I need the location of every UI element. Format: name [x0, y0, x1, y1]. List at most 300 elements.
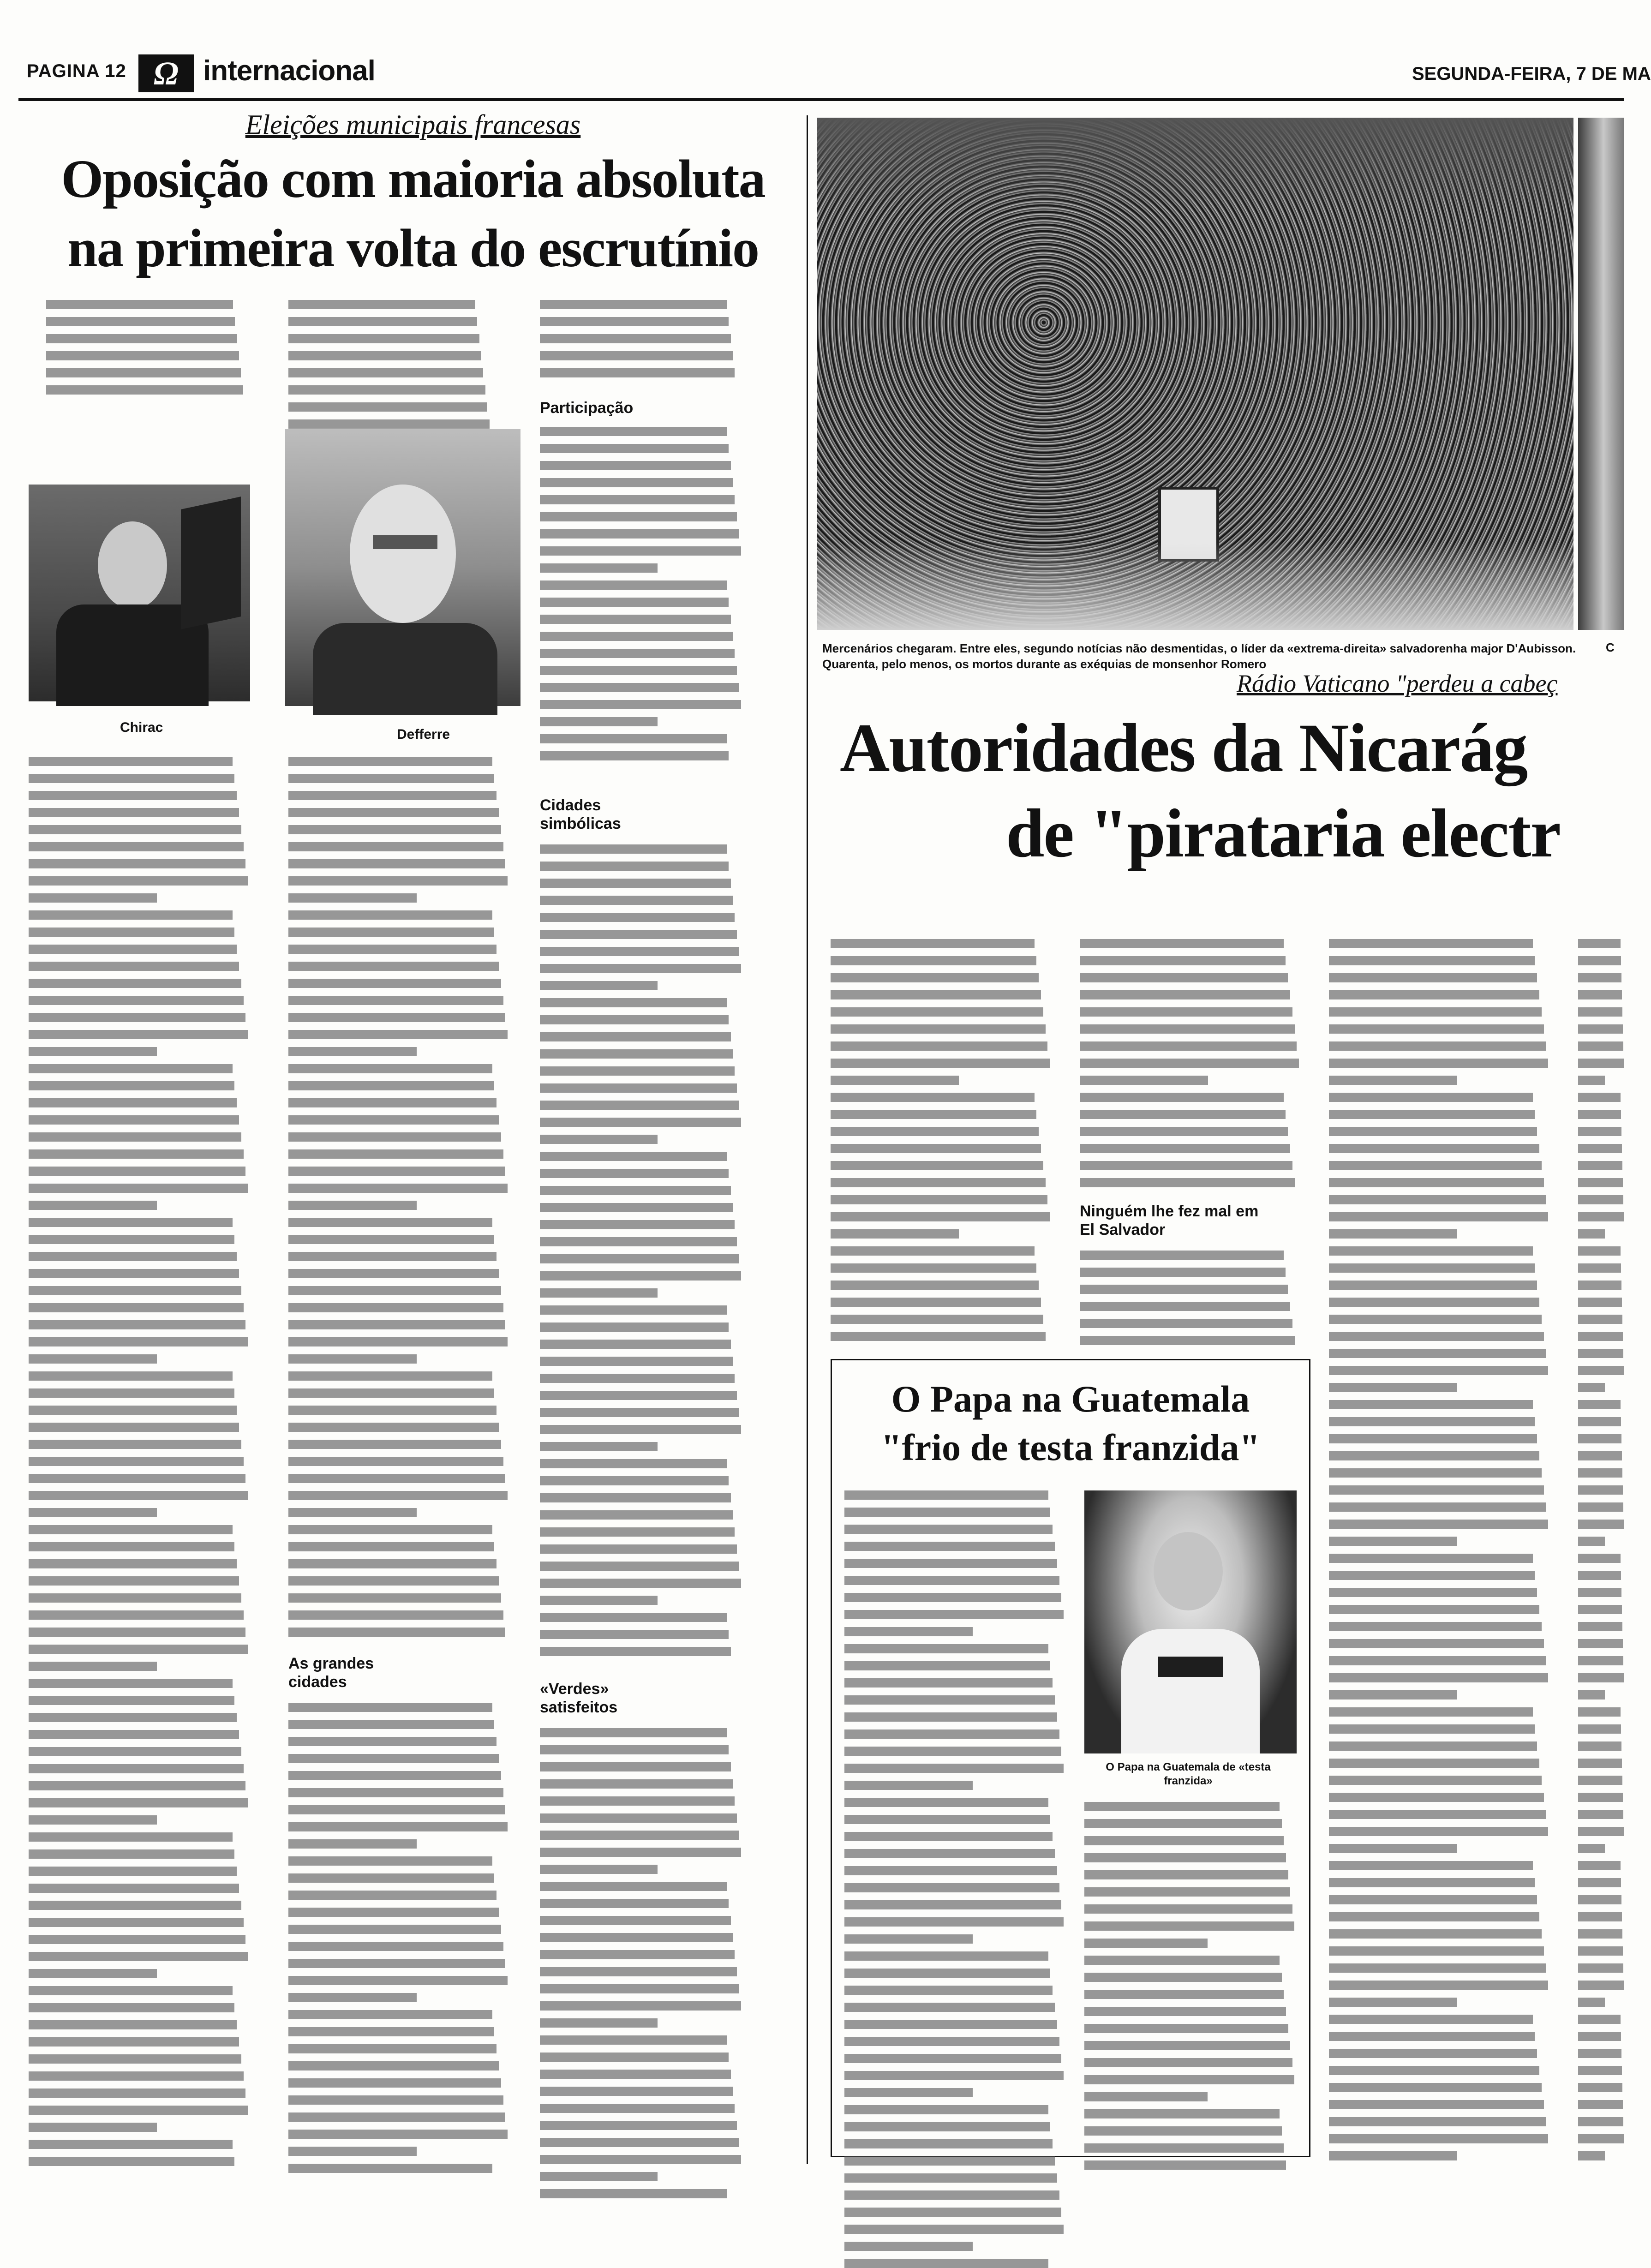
text-line	[1578, 990, 1622, 999]
text-line	[1329, 1195, 1546, 1204]
text-line	[540, 512, 737, 521]
text-line	[1329, 1827, 1548, 1836]
text-line	[29, 1901, 241, 1910]
text-line	[1329, 1793, 1544, 1802]
text-line	[844, 1644, 1048, 1653]
text-line	[540, 1831, 739, 1840]
text-line	[1329, 1946, 1544, 1956]
text-line	[1578, 1161, 1622, 1170]
text-line	[288, 300, 475, 309]
article-text-col2-intro	[288, 300, 491, 438]
text-line	[29, 2071, 244, 2081]
article-text-col2-main	[288, 757, 510, 1634]
text-line	[29, 842, 244, 851]
text-line	[1578, 1110, 1621, 1119]
article-text-col2-grandes-cidades	[288, 1703, 510, 2173]
text-line	[1578, 1690, 1605, 1700]
text-line	[844, 1490, 1048, 1500]
text-line	[29, 1645, 248, 1654]
text-line	[288, 1628, 505, 1637]
text-line	[29, 2140, 233, 2149]
crowd-photo	[817, 118, 1573, 630]
text-line	[540, 1882, 727, 1891]
text-line	[288, 1993, 417, 2002]
text-line	[29, 1679, 233, 1688]
text-line	[540, 1442, 658, 1451]
text-line	[46, 351, 239, 360]
text-line	[1329, 1776, 1542, 1785]
text-line	[1329, 1571, 1535, 1580]
text-line	[1578, 1315, 1622, 1324]
text-line	[29, 1781, 245, 1790]
text-line	[1329, 1605, 1539, 1614]
text-line	[540, 751, 729, 760]
text-line	[1329, 956, 1535, 965]
text-line	[540, 1049, 733, 1059]
text-line	[46, 334, 237, 343]
text-line	[288, 1371, 492, 1381]
text-line	[29, 945, 237, 954]
text-line	[288, 351, 481, 360]
text-line	[1084, 1836, 1284, 1845]
text-line	[831, 1127, 1039, 1136]
text-line	[29, 1354, 157, 1364]
text-line	[29, 1952, 248, 1961]
text-line	[540, 351, 733, 360]
text-line	[288, 1235, 494, 1244]
text-line	[29, 1798, 248, 1807]
text-line	[288, 1856, 492, 1866]
text-line	[540, 1118, 741, 1127]
text-line	[831, 956, 1036, 965]
text-line	[29, 757, 233, 766]
text-line	[288, 368, 483, 377]
right-text-col2-top	[1080, 939, 1301, 1188]
text-line	[540, 1779, 733, 1789]
text-line	[29, 2106, 248, 2115]
text-line	[540, 930, 737, 939]
text-line	[540, 1630, 729, 1639]
text-line	[1329, 1315, 1542, 1324]
text-line	[831, 1246, 1035, 1256]
right-article-kicker: Rádio Vaticano "perdeu a cabeç	[1237, 670, 1558, 697]
text-line	[29, 825, 241, 834]
text-line	[540, 2070, 731, 2079]
text-line	[288, 808, 499, 817]
text-line	[1329, 1998, 1457, 2007]
text-line	[288, 1474, 505, 1483]
text-line	[288, 1047, 417, 1056]
text-line	[844, 1900, 1061, 1909]
text-line	[1329, 1383, 1457, 1392]
text-line	[1578, 1554, 1621, 1563]
text-line	[288, 1354, 417, 1364]
text-line	[288, 1891, 496, 1900]
text-line	[1578, 1963, 1623, 1973]
defferre-photo	[285, 429, 520, 706]
text-line	[29, 1337, 248, 1346]
text-line	[288, 1218, 492, 1227]
text-line	[1578, 1707, 1621, 1717]
text-line	[1578, 1793, 1623, 1802]
text-line	[844, 2242, 973, 2251]
text-line	[540, 598, 729, 607]
article-text-col3-verdes	[540, 1728, 743, 2199]
text-line	[1080, 1093, 1284, 1102]
text-line	[1329, 1366, 1548, 1375]
text-line	[288, 1406, 496, 1415]
text-line	[1329, 2032, 1535, 2041]
text-line	[831, 1298, 1041, 1307]
text-line	[29, 1525, 233, 1534]
text-line	[1578, 973, 1621, 982]
text-line	[29, 1013, 245, 1022]
text-line	[844, 2259, 1048, 2268]
text-line	[540, 998, 727, 1007]
article-text-col3-cidades	[540, 844, 743, 1657]
text-line	[288, 1788, 503, 1797]
text-line	[1084, 1870, 1288, 1879]
subhead-as-grandes-cidades: As grandes cidades	[288, 1655, 374, 1691]
text-line	[29, 2003, 234, 2012]
text-line	[46, 317, 235, 326]
text-line	[29, 791, 237, 800]
text-line	[29, 1747, 241, 1756]
text-line	[1578, 1007, 1622, 1017]
text-line	[29, 1252, 237, 1261]
text-line	[1329, 1485, 1544, 1495]
text-line	[831, 1178, 1046, 1187]
text-line	[29, 1320, 245, 1329]
text-line	[288, 1720, 494, 1729]
text-line	[1329, 1963, 1546, 1973]
text-line	[1080, 1041, 1297, 1051]
crowd-photo-caption: Mercenários chegaram. Entre eles, segundo notícias não desmentidas, o líder da «extrema-direita» salvadorenha major D'Aubisson. Quarenta, pelo menos, os mortos durante as exéquias de monsenhor Romero	[822, 641, 1576, 671]
text-line	[540, 300, 727, 309]
right-article-headline-line1: Autoridades da Nicarág	[840, 710, 1527, 786]
text-line	[540, 1032, 731, 1041]
text-line	[288, 1908, 499, 1917]
text-line	[1329, 1434, 1537, 1443]
text-line	[1578, 1400, 1621, 1409]
text-line	[1329, 1810, 1546, 1819]
text-line	[1329, 1759, 1539, 1768]
text-line	[1578, 1759, 1622, 1768]
text-line	[29, 910, 233, 920]
text-line	[29, 1918, 244, 1927]
issue-date: SEGUNDA-FEIRA, 7 DE MA	[1412, 64, 1651, 84]
text-line	[540, 1579, 741, 1588]
text-line	[1329, 2049, 1537, 2058]
text-line	[540, 862, 729, 871]
text-line	[1329, 1878, 1535, 1887]
text-line	[540, 1613, 727, 1622]
text-line	[1329, 990, 1539, 999]
text-line	[29, 2157, 234, 2166]
text-line	[1084, 2126, 1282, 2136]
text-line	[1329, 1417, 1535, 1426]
text-line	[29, 1235, 234, 1244]
text-line	[288, 1030, 508, 1039]
text-line	[1329, 2134, 1548, 2143]
text-line	[1329, 2151, 1457, 2160]
text-line	[288, 1542, 494, 1551]
text-line	[540, 2138, 739, 2147]
text-line	[1578, 1263, 1621, 1273]
text-line	[540, 1169, 729, 1178]
papa-photo-caption: O Papa na Guatemala de «testa franzida»	[1106, 1761, 1271, 1787]
text-line	[29, 1542, 234, 1551]
text-line	[288, 1337, 508, 1346]
text-line	[288, 910, 492, 920]
text-line	[540, 1510, 733, 1520]
text-line	[1080, 956, 1286, 965]
text-line	[1578, 1349, 1623, 1358]
text-line	[1578, 2032, 1621, 2041]
text-line	[288, 859, 505, 868]
text-line	[29, 1201, 157, 1210]
papa-photo	[1084, 1490, 1297, 1753]
text-line	[1329, 1451, 1539, 1460]
text-line	[29, 1849, 234, 1859]
text-line	[1578, 1212, 1624, 1221]
text-line	[844, 1781, 973, 1790]
text-line	[1084, 1956, 1280, 1965]
text-line	[288, 876, 508, 886]
text-line	[844, 1883, 1059, 1892]
text-line	[540, 1476, 729, 1485]
text-line	[540, 2172, 658, 2181]
text-line	[1578, 1844, 1605, 1853]
text-line	[1578, 1946, 1623, 1956]
text-line	[1578, 2117, 1623, 2126]
text-line	[1084, 1939, 1208, 1948]
text-line	[1329, 2117, 1546, 2126]
text-line	[1329, 1076, 1457, 1085]
text-line	[1084, 2143, 1284, 2153]
text-line	[288, 1559, 496, 1568]
text-line	[1084, 1819, 1282, 1828]
text-line	[540, 947, 739, 956]
text-line	[540, 1796, 735, 1806]
text-line	[1578, 1041, 1623, 1051]
right-article-headline-line2: de "pirataria electr	[1006, 795, 1561, 872]
text-line	[844, 2139, 1053, 2148]
text-line	[1578, 2049, 1621, 2058]
text-line	[1329, 1741, 1537, 1751]
text-line	[29, 1986, 233, 1995]
text-line	[288, 1508, 417, 1517]
text-line	[29, 2054, 241, 2064]
text-line	[1578, 1605, 1622, 1614]
text-line	[1578, 1724, 1621, 1734]
text-line	[831, 1315, 1043, 1324]
text-line	[1084, 1921, 1294, 1931]
text-line	[1329, 1861, 1533, 1870]
text-line	[540, 529, 739, 539]
text-line	[1084, 1802, 1280, 1811]
article-kicker: Eleições municipais francesas	[245, 109, 581, 140]
text-line	[1578, 2151, 1605, 2160]
text-line	[844, 2071, 1064, 2080]
text-line	[1578, 2015, 1621, 2024]
text-line	[288, 1976, 508, 1985]
text-line	[1329, 1588, 1537, 1597]
text-line	[1578, 1827, 1624, 1836]
text-line	[540, 368, 735, 377]
text-line	[1329, 1981, 1548, 1990]
text-line	[1578, 2100, 1623, 2109]
text-line	[1084, 1853, 1286, 1862]
text-line	[1329, 1673, 1548, 1682]
text-line	[540, 1408, 739, 1417]
text-line	[844, 1832, 1053, 1841]
text-line	[844, 1934, 973, 1944]
text-line	[288, 1959, 505, 1968]
text-line	[844, 1849, 1055, 1858]
text-line	[288, 1805, 505, 1814]
text-line	[540, 1083, 737, 1093]
text-line	[1578, 1229, 1605, 1239]
right-text-col3	[1329, 939, 1550, 2157]
chirac-caption: Chirac	[120, 720, 163, 735]
text-line	[1080, 1251, 1284, 1260]
text-line	[540, 1305, 727, 1315]
text-line	[29, 1457, 244, 1466]
text-line	[540, 1271, 741, 1281]
text-line	[29, 1218, 233, 1227]
text-line	[1084, 2092, 1208, 2101]
text-line	[540, 1728, 727, 1737]
text-line	[540, 1135, 658, 1144]
text-line	[844, 1747, 1061, 1756]
text-line	[1329, 1178, 1544, 1187]
text-line	[540, 879, 731, 888]
text-line	[29, 1559, 237, 1568]
text-line	[1578, 1878, 1621, 1887]
text-line	[29, 1423, 239, 1432]
text-line	[288, 1593, 501, 1603]
text-line	[29, 2037, 239, 2047]
text-line	[29, 1030, 248, 1039]
text-line	[1578, 1810, 1623, 1819]
text-line	[1578, 1468, 1622, 1478]
text-line	[288, 825, 501, 834]
text-line	[540, 2189, 727, 2198]
newspaper-logo-icon: Ω	[138, 54, 194, 92]
text-line	[1080, 1319, 1292, 1328]
text-line	[29, 928, 234, 937]
text-line	[844, 1559, 1057, 1568]
box-text-col2	[1084, 1802, 1297, 2153]
text-line	[46, 385, 243, 395]
text-line	[288, 1754, 499, 1763]
text-line	[288, 1822, 508, 1831]
text-line	[540, 649, 735, 658]
text-line	[288, 928, 494, 937]
subhead-verdes-satisfeitos: «Verdes» satisfeitos	[540, 1680, 618, 1716]
section-title: internacional	[203, 55, 375, 87]
text-line	[1329, 2015, 1533, 2024]
text-line	[844, 2173, 1057, 2183]
right-text-col1-top	[831, 939, 1052, 1345]
text-line	[1329, 2083, 1542, 2092]
text-line	[844, 2020, 1057, 2029]
text-line	[844, 2088, 973, 2097]
text-line	[844, 2054, 1061, 2063]
text-line	[288, 1491, 508, 1500]
text-line	[1578, 1485, 1623, 1495]
text-line	[288, 1201, 417, 1210]
text-line	[29, 1628, 245, 1637]
text-line	[1329, 1690, 1457, 1700]
text-line	[540, 444, 729, 453]
text-line	[29, 1832, 233, 1842]
text-line	[540, 2053, 729, 2062]
text-line	[1084, 1990, 1284, 1999]
text-line	[1080, 1059, 1299, 1068]
text-line	[540, 964, 741, 973]
text-line	[288, 996, 503, 1005]
text-line	[831, 1212, 1050, 1221]
text-line	[288, 2044, 496, 2053]
text-line	[288, 2164, 492, 2173]
text-line	[831, 1281, 1039, 1290]
article-text-col3-participacao	[540, 427, 743, 764]
text-line	[540, 1220, 735, 1229]
text-line	[288, 2130, 508, 2139]
text-line	[540, 844, 727, 854]
text-line	[1080, 973, 1288, 982]
text-line	[1578, 1178, 1623, 1187]
text-line	[1080, 1076, 1208, 1085]
text-line	[288, 774, 494, 783]
text-line	[844, 1866, 1057, 1875]
text-line	[29, 1867, 237, 1876]
text-line	[540, 2104, 735, 2113]
text-line	[288, 2147, 417, 2156]
text-line	[1578, 2134, 1624, 2143]
text-line	[29, 1815, 157, 1825]
text-line	[540, 478, 733, 487]
text-line	[29, 808, 239, 817]
text-line	[540, 2121, 737, 2130]
text-line	[288, 1303, 503, 1312]
text-line	[1578, 1895, 1621, 1904]
text-line	[1329, 1110, 1535, 1119]
text-line	[831, 1041, 1047, 1051]
text-line	[540, 913, 735, 922]
text-line	[29, 1474, 245, 1483]
text-line	[1578, 939, 1621, 948]
text-line	[540, 1848, 741, 1857]
text-line	[29, 2020, 237, 2029]
text-line	[29, 1593, 241, 1603]
text-line	[288, 1388, 494, 1398]
text-line	[1329, 1468, 1542, 1478]
text-line	[1080, 1110, 1286, 1119]
text-line	[288, 1925, 501, 1934]
text-line	[1578, 1298, 1622, 1307]
text-line	[288, 1576, 499, 1586]
text-line	[288, 1064, 492, 1073]
text-line	[288, 1703, 492, 1712]
text-line	[1578, 1451, 1622, 1460]
text-line	[1578, 1093, 1621, 1102]
text-line	[844, 1764, 1064, 1773]
text-line	[29, 859, 245, 868]
text-line	[540, 1357, 733, 1366]
